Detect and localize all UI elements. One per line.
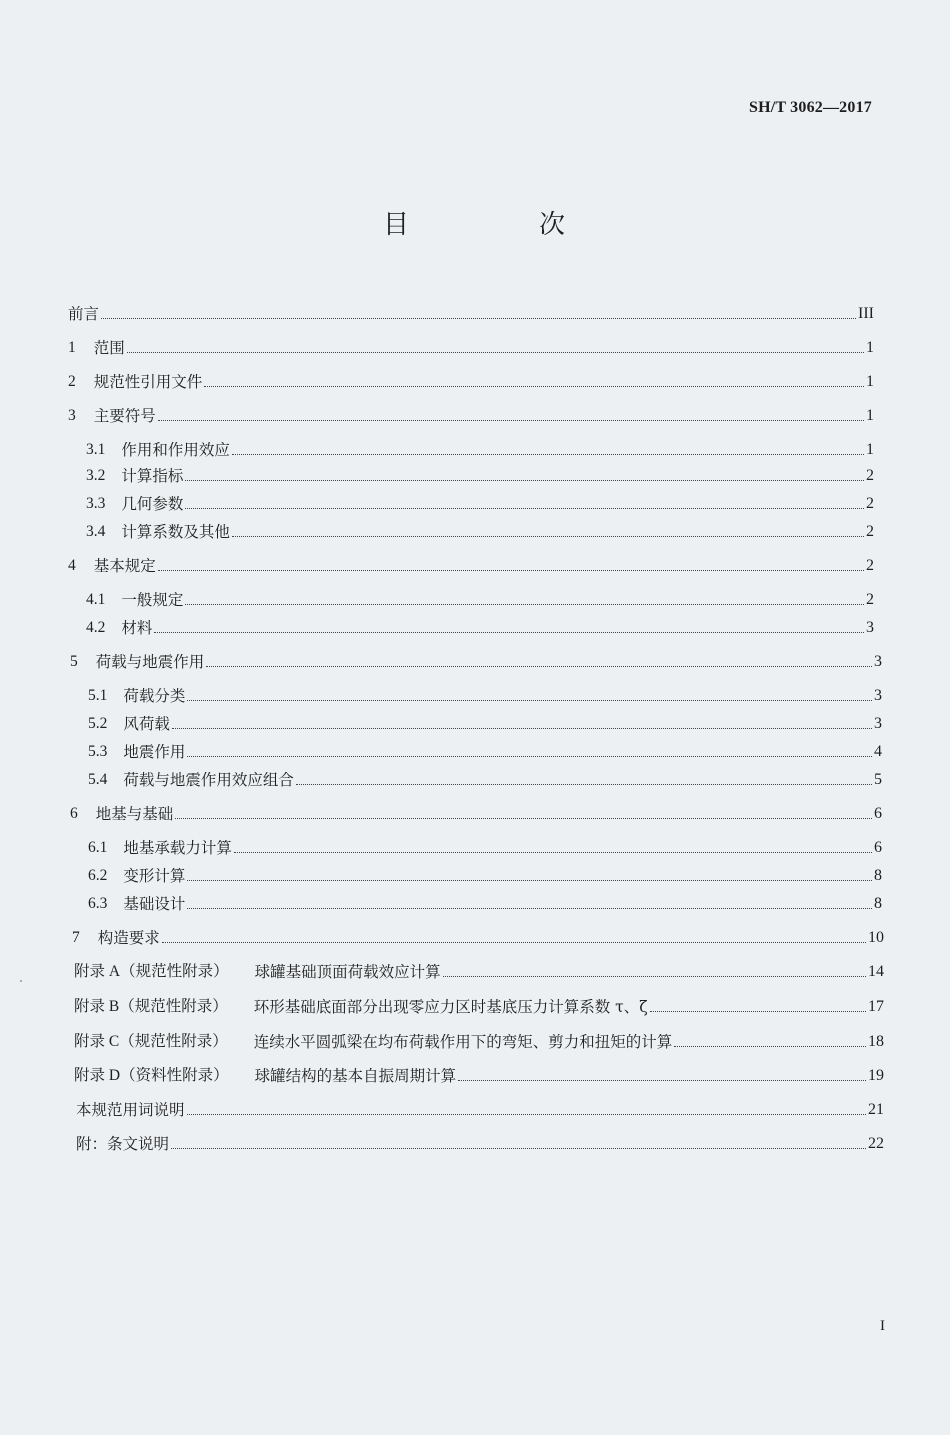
toc-entry-label	[70, 652, 204, 672]
toc-entry-number: 3.2	[86, 467, 106, 484]
toc-dot-leader	[101, 317, 856, 319]
toc-entry-number: 5.2	[88, 715, 108, 732]
toc-entry-number: 附录 B（规范性附录）	[74, 998, 228, 1015]
toc-entry	[86, 462, 874, 486]
toc-entry-label	[72, 928, 160, 948]
toc-dot-leader	[206, 665, 872, 667]
toc-dot-leader	[154, 631, 864, 633]
toc-entry-page: 2	[866, 467, 874, 484]
toc-entry-number: 附录 D（资料性附录）	[74, 1067, 229, 1084]
toc-entry	[86, 436, 874, 460]
toc-entry-title: 一般规定	[121, 591, 184, 609]
toc-entry-label	[76, 1134, 169, 1154]
toc-entry-title: 变形计算	[123, 867, 186, 885]
toc-entry	[76, 1096, 884, 1120]
toc-entry-number: 附录 A（规范性附录）	[74, 963, 229, 980]
toc-entry	[88, 738, 882, 762]
toc-entry-page: 14	[868, 963, 884, 980]
toc-dot-leader	[204, 385, 864, 387]
toc-entry-title: 规范性引用文件	[93, 373, 203, 391]
toc-entry-page: 18	[868, 1033, 884, 1050]
toc-entry-page: 8	[874, 895, 882, 912]
scan-speck	[20, 980, 22, 982]
toc-entry-number: 6	[70, 805, 78, 822]
toc-dot-leader	[650, 1010, 866, 1012]
toc-entry	[70, 800, 882, 824]
toc-entry-number: 6.1	[88, 839, 108, 856]
toc-entry	[88, 682, 882, 706]
toc-entry-number: 5.1	[88, 687, 108, 704]
toc-entry-title: 球罐结构的基本自振周期计算	[254, 1067, 457, 1085]
toc-entry-label	[68, 304, 99, 324]
toc-dot-leader	[187, 907, 872, 909]
toc-entry-label	[88, 894, 185, 914]
toc-entry-label	[68, 372, 202, 392]
toc-entry-page: 1	[866, 373, 874, 390]
toc-entry-number: 5.3	[88, 743, 108, 760]
toc-dot-leader	[674, 1045, 866, 1047]
toc-entry-page: 21	[868, 1101, 884, 1118]
toc-entry	[70, 648, 882, 672]
toc-entry	[86, 586, 874, 610]
toc-entry-page: 19	[868, 1067, 884, 1084]
toc-dot-leader	[162, 941, 866, 943]
toc-entry-number: 1	[68, 339, 76, 356]
toc-entry	[72, 924, 884, 948]
toc-entry-page: 1	[866, 407, 874, 424]
toc-dot-leader	[443, 975, 866, 977]
toc-entry-title: 计算系数及其他	[121, 523, 230, 541]
toc-entry-title: 作用和作用效应	[121, 441, 230, 459]
toc-entry-title: 荷载分类	[123, 687, 186, 705]
page-title: 目 次	[382, 210, 617, 240]
toc-entry-title: 基础设计	[123, 895, 186, 913]
toc-entry-title: 本规范用词说明	[76, 1101, 185, 1119]
toc-entry	[68, 334, 874, 358]
toc-entry-number: 5.4	[88, 771, 108, 788]
toc-entry	[76, 1130, 884, 1154]
toc-entry-label	[88, 770, 294, 790]
toc-entry-title: 前言	[68, 305, 100, 323]
toc-entry-title: 地基承载力计算	[123, 839, 232, 857]
toc-entry-number: 3.1	[86, 441, 106, 458]
toc-entry-page: 1	[866, 339, 874, 356]
toc-entry-label	[86, 440, 230, 460]
toc-entry	[88, 890, 882, 914]
toc-entry-label	[74, 962, 441, 982]
toc-entry	[68, 552, 874, 576]
toc-entry-label	[88, 742, 185, 762]
toc-entry-page: 3	[874, 715, 882, 732]
toc-entry-page: 6	[874, 839, 882, 856]
toc-entry-page: 2	[866, 557, 874, 574]
toc-dot-leader	[232, 453, 864, 455]
toc-entry	[88, 862, 882, 886]
toc-dot-leader	[185, 479, 864, 481]
toc-entry-number: 6.3	[88, 895, 108, 912]
toc-entry-number: 6.2	[88, 867, 108, 884]
toc-dot-leader	[171, 1147, 866, 1149]
toc-dot-leader	[127, 351, 864, 353]
toc-entry-title: 基本规定	[93, 557, 156, 575]
toc-entry-label	[74, 1032, 672, 1052]
toc-entry-page: 2	[866, 523, 874, 540]
toc-dot-leader	[234, 851, 872, 853]
toc-entry-title: 地基与基础	[95, 805, 174, 823]
toc-entry-page: III	[858, 305, 874, 322]
toc-entry-page: 3	[874, 687, 882, 704]
toc-entry	[68, 300, 874, 324]
toc-entry	[88, 710, 882, 734]
toc-entry-title: 范围	[93, 339, 125, 357]
toc-entry-label	[86, 494, 183, 514]
toc-entry-number: 4.2	[86, 619, 106, 636]
toc-entry-number: 4.1	[86, 591, 106, 608]
toc-dot-leader	[158, 419, 864, 421]
toc-entry-title: 附：条文说明	[76, 1135, 170, 1153]
toc-entry-page: 10	[868, 929, 884, 946]
toc-dot-leader	[187, 879, 872, 881]
toc-entry-label	[68, 556, 156, 576]
toc-entry-number: 3.4	[86, 523, 106, 540]
page-number: I	[880, 1318, 885, 1334]
toc-entry	[88, 766, 882, 790]
toc-entry	[88, 834, 882, 858]
toc-entry-label	[86, 466, 183, 486]
toc-entry-page: 3	[874, 653, 882, 670]
toc-dot-leader	[158, 569, 864, 571]
toc-entry-number: 5	[70, 653, 78, 670]
toc-entry-label	[68, 338, 125, 358]
toc-entry-title: 风荷载	[123, 715, 170, 733]
toc-dot-leader	[185, 603, 864, 605]
toc-entry-label	[88, 866, 185, 886]
toc-entry-number: 2	[68, 373, 76, 390]
toc-entry	[86, 614, 874, 638]
toc-entry-label	[86, 618, 152, 638]
toc-entry	[74, 1062, 884, 1086]
toc-entry-title: 主要符号	[93, 407, 156, 425]
toc-dot-leader	[172, 727, 872, 729]
toc-entry	[68, 402, 874, 426]
toc-entry-label	[70, 804, 173, 824]
toc-entry-title: 环形基础底面部分出现零应力区时基底压力计算系数 τ、ζ	[253, 998, 648, 1016]
toc-entry	[74, 958, 884, 982]
toc-entry-page: 8	[874, 867, 882, 884]
toc-entry-number: 3	[68, 407, 76, 424]
toc-entry-label	[76, 1100, 185, 1120]
toc-dot-leader	[187, 755, 872, 757]
toc-dot-leader	[232, 535, 864, 537]
toc-entry-number: 7	[72, 929, 80, 946]
toc-entry-title: 地震作用	[123, 743, 186, 761]
toc-entry-title: 球罐基础顶面荷载效应计算	[254, 963, 441, 981]
toc-entry-title: 计算指标	[121, 467, 184, 485]
toc-dot-leader	[175, 817, 872, 819]
toc-entry-title: 荷载与地震作用效应组合	[123, 771, 294, 789]
toc-dot-leader	[187, 1113, 866, 1115]
toc-dot-leader	[458, 1079, 866, 1081]
toc-entry-title: 构造要求	[97, 929, 160, 947]
toc-entry-page: 2	[866, 591, 874, 608]
toc-entry-label	[86, 590, 183, 610]
toc-entry-label	[74, 997, 648, 1017]
toc-entry-label	[68, 406, 156, 426]
toc-entry-title: 几何参数	[121, 495, 184, 513]
toc-entry-page: 5	[874, 771, 882, 788]
toc-entry-number: 4	[68, 557, 76, 574]
toc-entry-page: 3	[866, 619, 874, 636]
toc-entry-page: 2	[866, 495, 874, 512]
toc-entry-page: 4	[874, 743, 882, 760]
toc-dot-leader	[296, 783, 872, 785]
standard-code: SH/T 3062—2017	[749, 99, 872, 116]
toc-entry-page: 22	[868, 1135, 884, 1152]
toc-entry	[86, 490, 874, 514]
toc-entry-label	[86, 522, 230, 542]
toc-entry-number: 3.3	[86, 495, 106, 512]
toc-entry	[86, 518, 874, 542]
toc-entry-page: 17	[868, 998, 884, 1015]
toc-entry	[68, 368, 874, 392]
toc-entry-page: 6	[874, 805, 882, 822]
toc-entry-number: 附录 C（规范性附录）	[74, 1033, 228, 1050]
toc-entry	[74, 993, 884, 1017]
toc-entry-label	[88, 714, 170, 734]
toc-entry-title: 连续水平圆弧梁在均布荷载作用下的弯矩、剪力和扭矩的计算	[253, 1033, 673, 1051]
toc-dot-leader	[187, 699, 872, 701]
toc-entry-title: 荷载与地震作用	[95, 653, 205, 671]
toc-entry-page: 1	[866, 441, 874, 458]
toc-entry	[74, 1028, 884, 1052]
toc-dot-leader	[185, 507, 864, 509]
toc-entry-label	[88, 686, 185, 706]
toc-entry-label	[74, 1066, 456, 1086]
toc-entry-label	[88, 838, 232, 858]
toc-entry-title: 材料	[121, 619, 153, 637]
